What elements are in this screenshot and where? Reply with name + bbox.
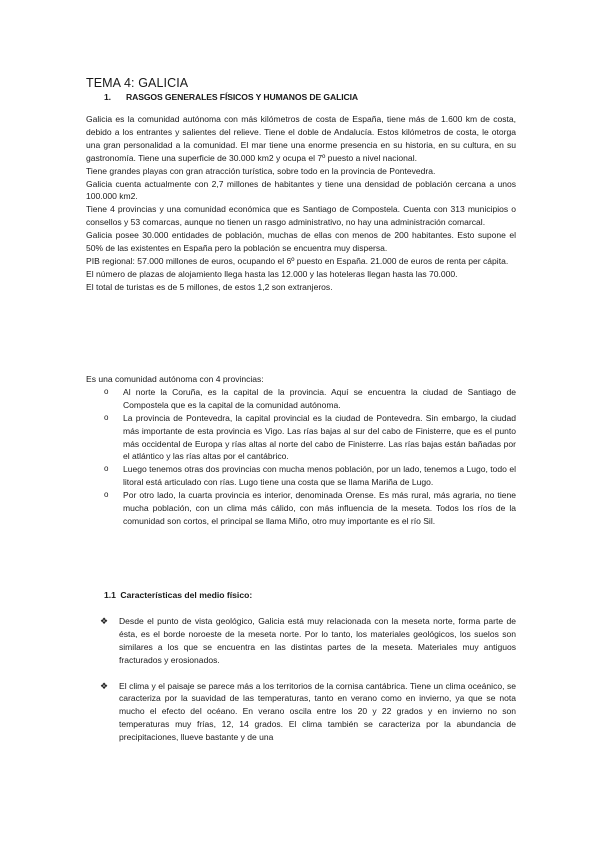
section-heading-text: RASGOS GENERALES FÍSICOS Y HUMANOS DE GALICIA [126, 92, 359, 102]
list-item-text: Por otro lado, la cuarta provincia es interior, denominada Orense. Es más rural, más agraria, no tiene mucha población, con un clima más cálido, con más influencia de la meseta. Todos los ríos de la comunidad son cortos, el principal se llama Miño, otro muy importante es el río Sil. [123, 490, 516, 526]
list-item-text: Luego tenemos otras dos provincias con mucha menos población, por un lado, tenemos a Lugo, todo el litoral está articulado con rías. Lugo tiene una costa que se llama Mariña de Lugo. [123, 464, 516, 488]
paragraph: Tiene 4 provincias y una comunidad económica que es Santiago de Compostela. Cuenta con 313 municipios o consellos y 53 comarcas, aunque no tienen un rasgo administrativo, no hay una administración comarcal. [86, 204, 516, 228]
list-item [86, 412, 516, 464]
list-item-text: Al norte la Coruña, es la capital de la provincia. Aquí se encuentra la ciudad de Santiago de Compostela que es la capital de la comunidad autónoma. [123, 386, 516, 410]
section-heading-1-1 [104, 590, 252, 600]
physical-block [86, 615, 516, 744]
diamond-bullet-icon: ❖ [100, 616, 109, 626]
section-heading-1 [104, 92, 358, 102]
paragraph: PIB regional: 57.000 millones de euros, ocupando el 6º puesto en España. 21.000 de euros de renta per cápita. [86, 255, 509, 266]
paragraph: El total de turistas es de 5 millones, de estos 1,2 son extranjeros. [86, 281, 333, 292]
paragraph: Galicia posee 30.000 entidades de población, muchas de ellas con menos de 200 habitantes. Esto supone el 50% de las existentes en España pero la población se encuentra muy dispersa. [86, 230, 516, 254]
list-item [86, 489, 516, 528]
paragraph: Tiene grandes playas con gran atracción turística, sobre todo en la provincia de Pontevedra. [86, 165, 436, 176]
paragraph: Galicia es la comunidad autónoma con más kilómetros de costa de España, tiene más de 1.600 km de costa, debido a los entrantes y salientes del relieve. Tiene el doble de Andalucía. Estos kilómetros de costa, le otorga una gran personalidad a la comunidad. El mar tiene una enorme presencia en su historia, en su cultura, en su gastronomía. Tiene una superficie de 30.000 km2 y ocupa el 7º puesto a nivel nacional. [86, 114, 516, 163]
list-item-text: El clima y el paisaje se parece más a los territorios de la cornisa cantábrica. Tiene un clima oceánico, se caracteriza por la suavidad de las temperaturas, tanto en verano como en invierno, ya que se nota mucho el efecto del océano. En verano oscila entre los 20 y 22 grados y en invierno no son temperaturas muy frías, 12, 14 grados. El clima también se caracteriza por la abundancia de precipitaciones, llueve bastante y de una [119, 680, 516, 743]
bullet-icon: o [104, 386, 109, 396]
paragraph: Galicia cuenta actualmente con 2,7 millones de habitantes y tiene una densidad de población cercana a unos 100.000 km2. [86, 178, 516, 202]
list-item [86, 680, 516, 745]
bullet-icon: o [104, 490, 109, 500]
list-item-text: La provincia de Pontevedra, la capital provincial es la ciudad de Pontevedra. Sin embargo, la ciudad más importante de esta provincia es Vigo. Las rías bajas al sur del cabo de Finisterre, que es el punto más occidental de Europa y rías altas al norte del cabo de Finisterre. Las rías bajas están bañadas por el atlántico y las rías altas por el cantábrico. [123, 412, 516, 462]
bullet-icon: o [104, 412, 109, 422]
list-item-text: Desde el punto de vista geológico, Galicia está muy relacionada con la meseta norte, forma parte de ésta, es el borde noroeste de la meseta norte. Por lo tanto, los materiales geológicos, los suelos son similares a los que se encuentra en las distintas partes de la meseta. Materiales muy antiguos fracturados y erosionados. [119, 616, 516, 665]
list-item [86, 615, 516, 667]
intro-text-block [86, 113, 516, 294]
provinces-intro: Es una comunidad autónoma con 4 provincias: [86, 374, 264, 384]
spacer [86, 667, 516, 680]
document-title: TEMA 4: GALICIA [86, 76, 189, 90]
section-number: 1. [104, 92, 111, 102]
diamond-bullet-icon: ❖ [100, 680, 109, 691]
paragraph: El número de plazas de alojamiento llega hasta las 12.000 y las hoteleras llegan hasta las 70.000. [86, 268, 458, 279]
provinces-block [86, 373, 516, 528]
list-item [86, 386, 516, 412]
section-number: 1.1 [104, 590, 116, 600]
list-item [86, 463, 516, 489]
section-heading-text: Características del medio físico: [120, 590, 253, 600]
bullet-icon: o [104, 464, 109, 474]
